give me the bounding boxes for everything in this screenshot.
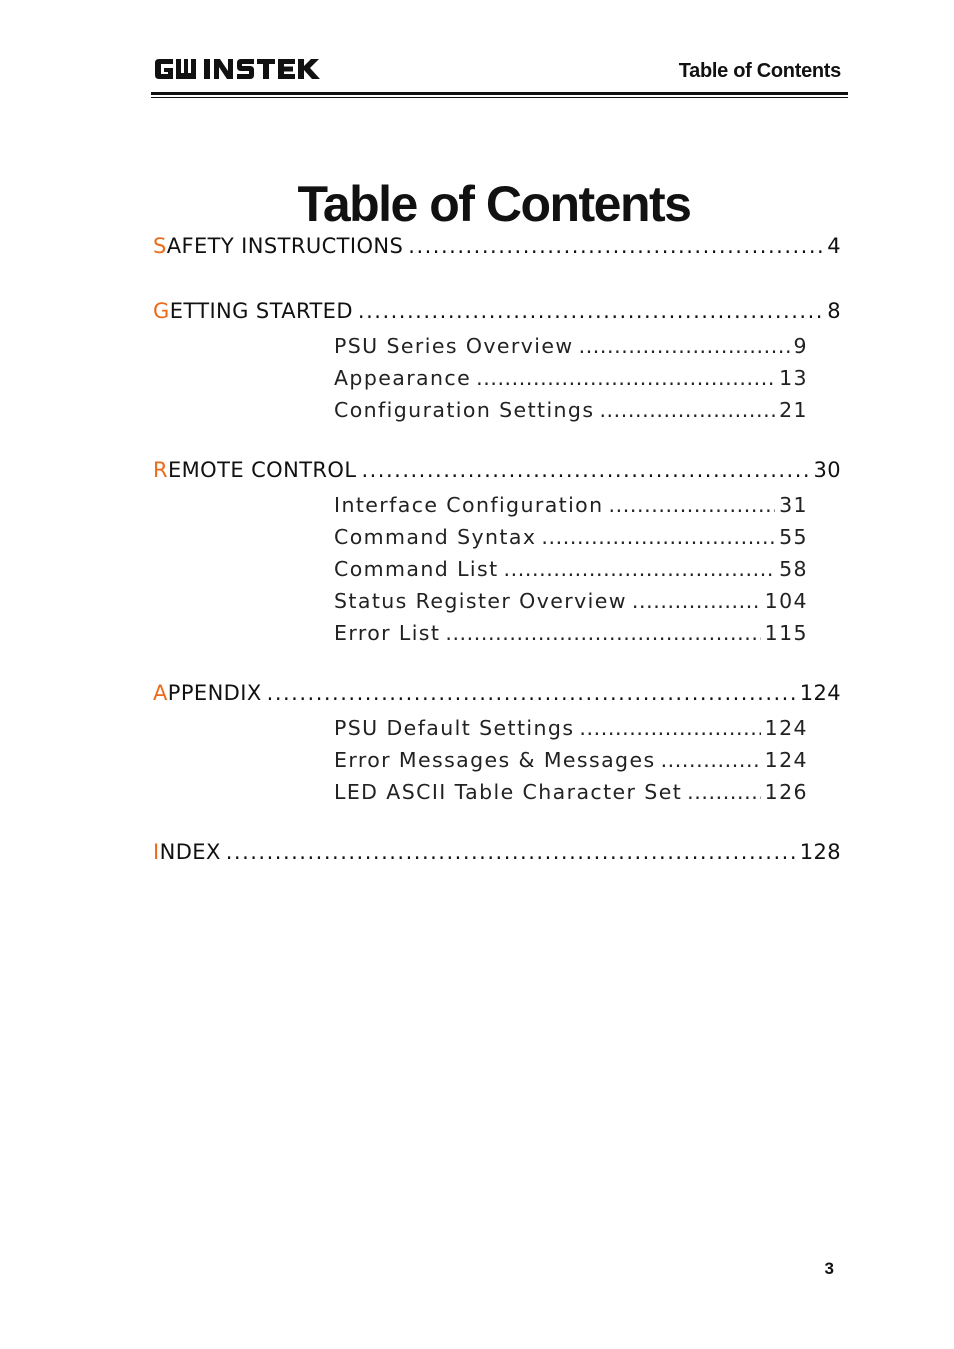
toc-chapter-remote-control[interactable] xyxy=(153,458,841,488)
section-page-number: 13 xyxy=(779,366,808,390)
section-title: Error Messages & Messages xyxy=(334,748,656,772)
dot-leader xyxy=(408,234,823,258)
section-title: Command Syntax xyxy=(334,525,537,549)
dot-leader xyxy=(541,525,775,549)
dot-leader xyxy=(358,299,823,323)
toc-section-error-messages[interactable] xyxy=(334,748,808,778)
chapter-initial: A xyxy=(153,681,168,705)
toc-section-interface-configuration[interactable] xyxy=(334,493,808,523)
header-rule-thin xyxy=(151,97,848,98)
chapter-title: EMOTE CONTROL xyxy=(168,458,357,482)
section-page-number: 124 xyxy=(764,748,808,772)
toc-section-configuration-settings[interactable] xyxy=(334,398,808,428)
section-title: Configuration Settings xyxy=(334,398,595,422)
dot-leader xyxy=(579,716,760,740)
toc-section-psu-default-settings[interactable] xyxy=(334,716,808,746)
section-page-number: 58 xyxy=(779,557,808,581)
dot-leader xyxy=(661,748,761,772)
page-title: Table of Contents xyxy=(297,175,691,232)
section-title: PSU Series Overview xyxy=(334,334,574,358)
dot-leader xyxy=(632,589,761,613)
toc-section-psu-series-overview[interactable] xyxy=(334,334,808,364)
section-page-number: 9 xyxy=(793,334,808,358)
section-page-number: 31 xyxy=(779,493,808,517)
chapter-page-number: 4 xyxy=(827,234,841,258)
dot-leader xyxy=(504,557,776,581)
chapter-page-number: 128 xyxy=(799,840,841,864)
toc-section-error-list[interactable] xyxy=(334,621,808,651)
toc-chapter-getting-started[interactable] xyxy=(153,299,841,329)
running-header-title: Table of Contents xyxy=(678,60,841,82)
dot-leader xyxy=(476,366,775,390)
chapter-title: AFETY INSTRUCTIONS xyxy=(166,234,404,258)
chapter-initial: R xyxy=(153,458,168,482)
toc-section-command-list[interactable] xyxy=(334,557,808,587)
toc-section-command-syntax[interactable] xyxy=(334,525,808,555)
chapter-initial: G xyxy=(153,299,170,323)
dot-leader xyxy=(361,458,809,482)
toc-section-status-register-overview[interactable] xyxy=(334,589,808,619)
chapter-page-number: 8 xyxy=(827,299,841,323)
dot-leader xyxy=(579,334,790,358)
toc-chapter-index[interactable] xyxy=(153,840,841,870)
chapter-title: PPENDIX xyxy=(167,681,262,705)
section-page-number: 124 xyxy=(764,716,808,740)
chapter-page-number: 30 xyxy=(813,458,841,482)
section-title: PSU Default Settings xyxy=(334,716,575,740)
section-title: Interface Configuration xyxy=(334,493,604,517)
section-title: Command List xyxy=(334,557,499,581)
dot-leader xyxy=(687,780,761,804)
section-page-number: 115 xyxy=(764,621,808,645)
chapter-title: NDEX xyxy=(159,840,221,864)
toc-section-led-ascii-table[interactable] xyxy=(334,780,808,810)
dot-leader xyxy=(226,840,796,864)
section-title: Status Register Overview xyxy=(334,589,627,613)
section-page-number: 126 xyxy=(764,780,808,804)
chapter-title: ETTING STARTED xyxy=(169,299,353,323)
section-title: Error List xyxy=(334,621,441,645)
dot-leader xyxy=(599,398,775,422)
toc-section-appearance[interactable] xyxy=(334,366,808,396)
section-page-number: 55 xyxy=(779,525,808,549)
chapter-page-number: 124 xyxy=(799,681,841,705)
chapter-initial: I xyxy=(153,840,160,864)
section-title: Appearance xyxy=(334,366,472,390)
chapter-initial: S xyxy=(153,234,167,258)
dot-leader xyxy=(267,681,796,705)
header-rule-thick xyxy=(151,92,848,95)
dot-leader xyxy=(609,493,776,517)
toc-chapter-safety-instructions[interactable] xyxy=(153,234,841,264)
section-title: LED ASCII Table Character Set xyxy=(334,780,683,804)
dot-leader xyxy=(445,621,760,645)
section-page-number: 104 xyxy=(764,589,808,613)
toc-chapter-appendix[interactable] xyxy=(153,681,841,711)
section-page-number: 21 xyxy=(779,398,808,422)
footer-page-number: 3 xyxy=(824,1259,834,1278)
gw-instek-logo xyxy=(153,55,323,83)
